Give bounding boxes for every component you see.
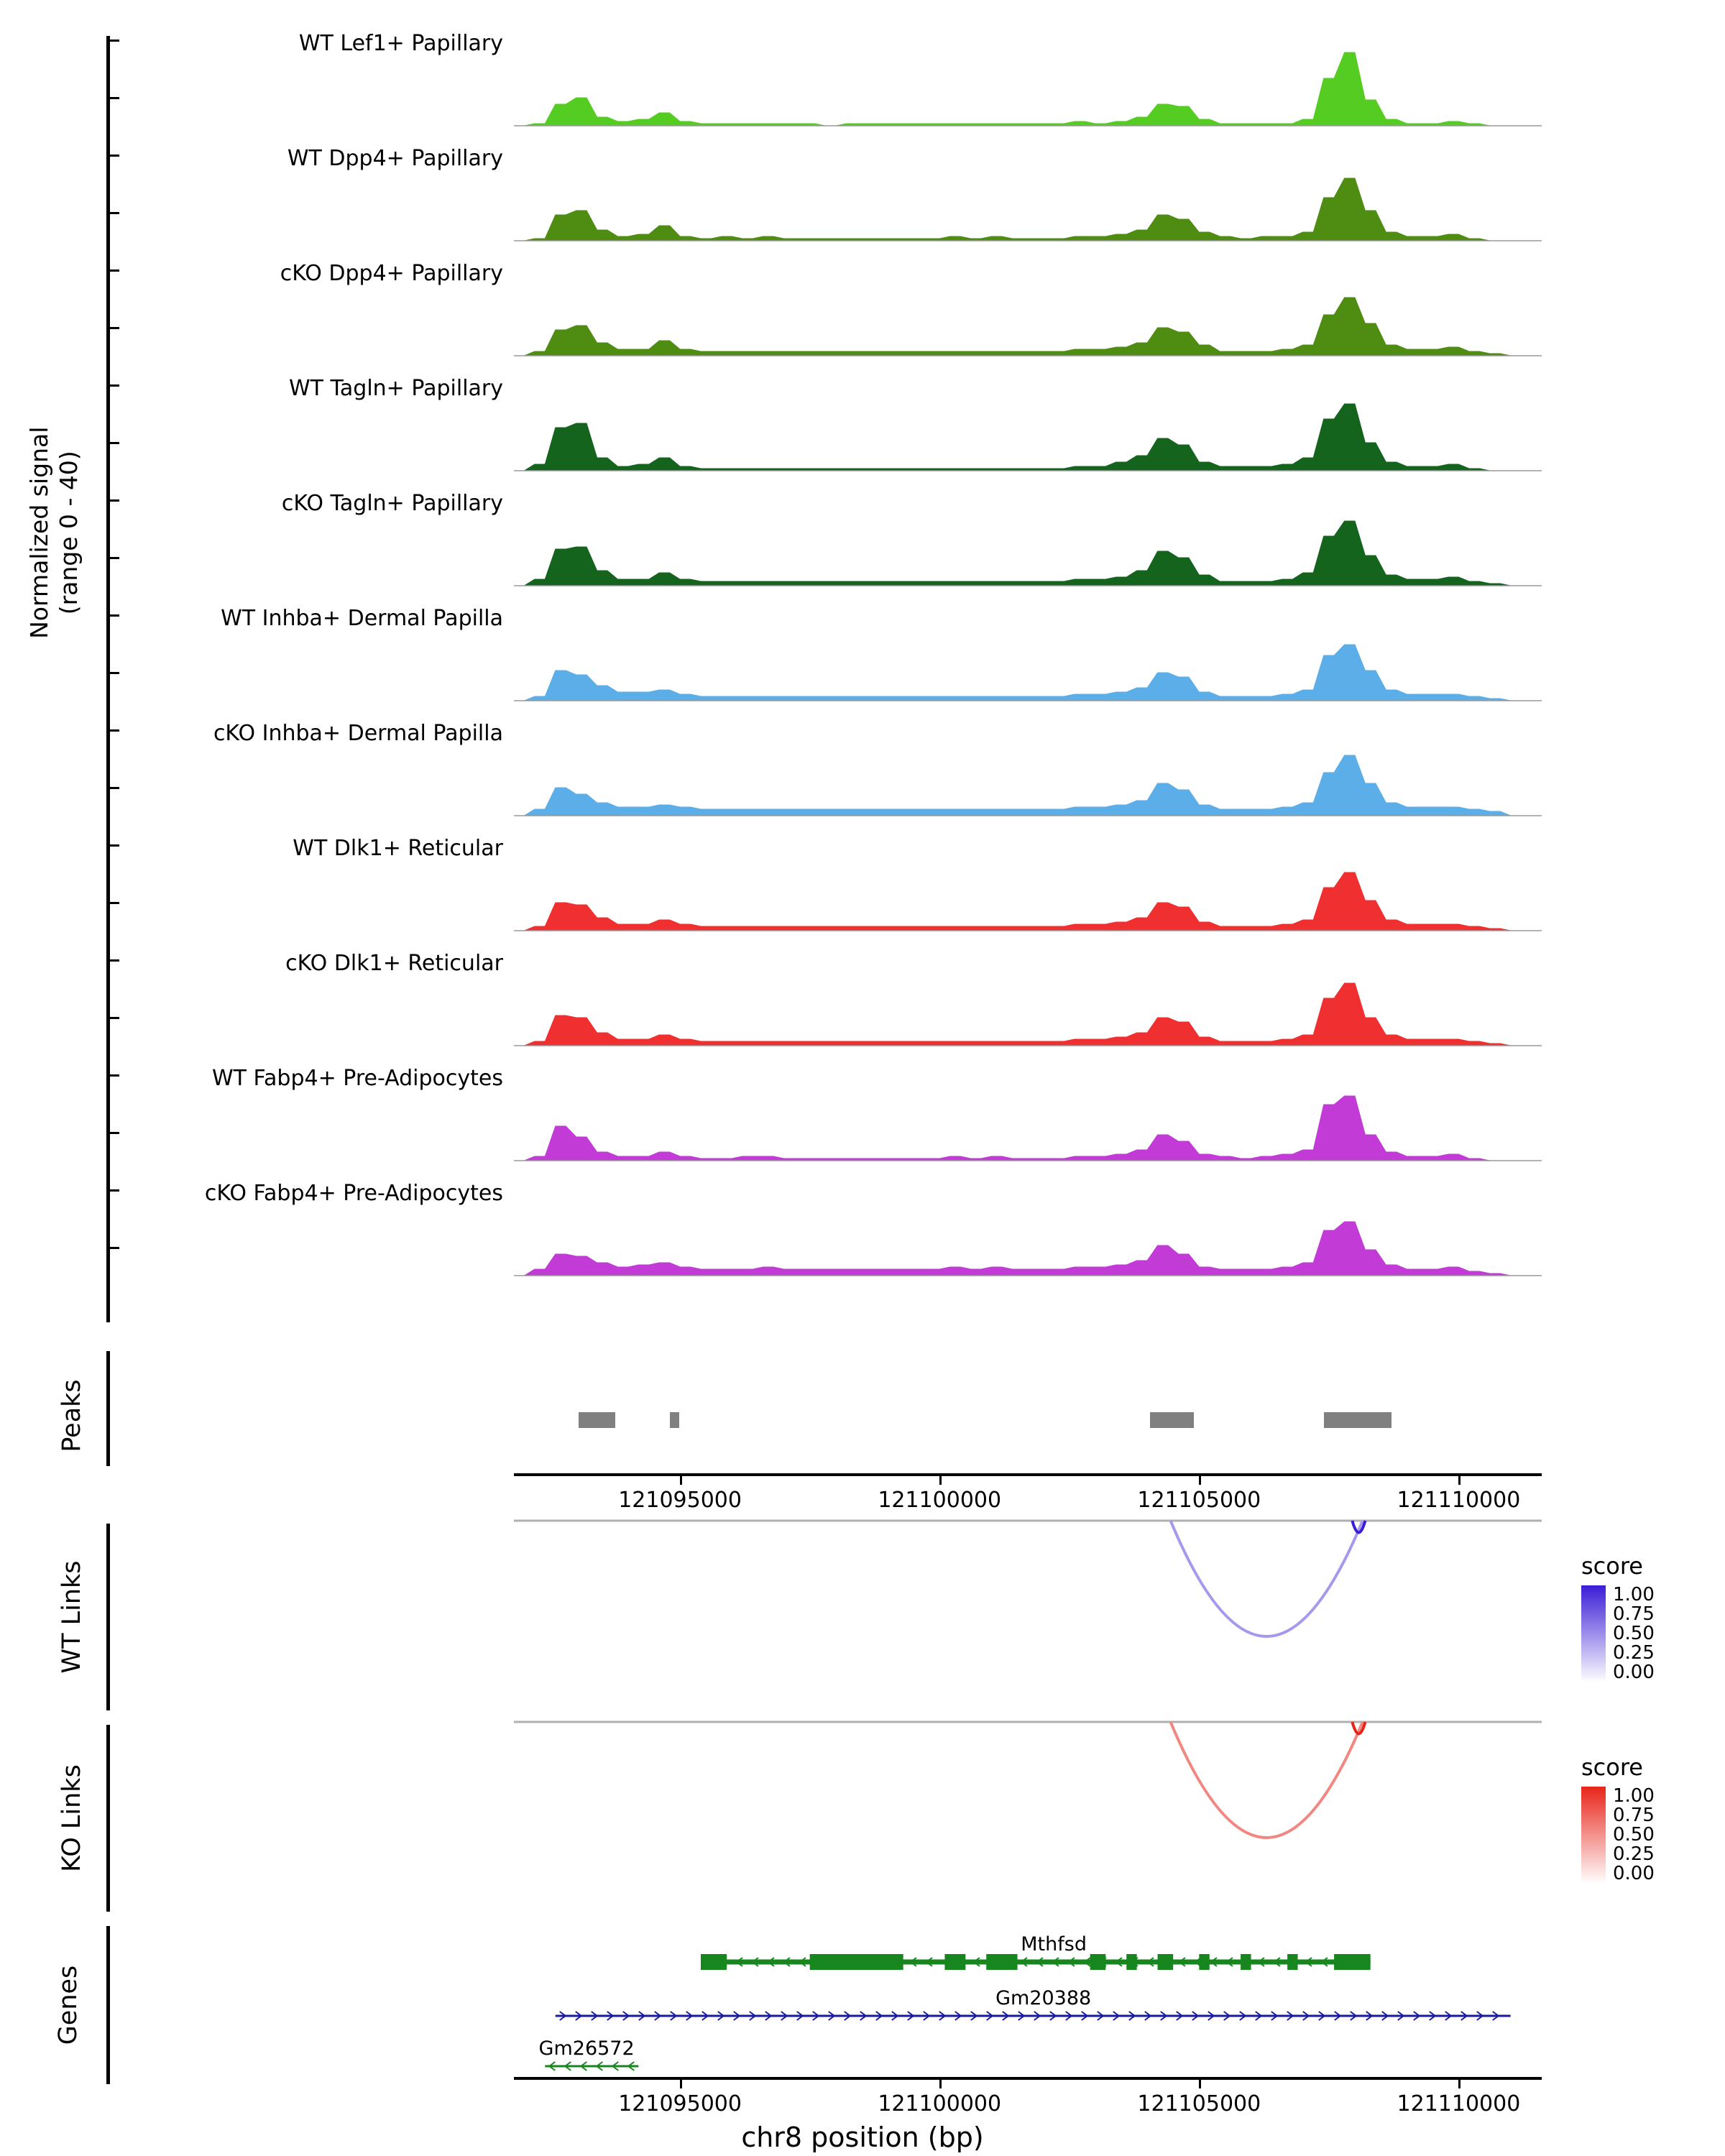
peak-region[interactable] (1150, 1412, 1194, 1428)
coverage-track (0, 1168, 1725, 1283)
coverage-track (0, 1053, 1725, 1168)
bp-axis-line-bottom (514, 2077, 1542, 2080)
legend-tick-label: 0.25 (1613, 1843, 1655, 1865)
coverage-track-label: WT Fabp4+ Pre-Adipocytes (212, 1066, 503, 1091)
coverage-track-label: cKO Dlk1+ Reticular (285, 951, 503, 976)
gene-models (514, 1919, 1542, 2091)
coverage-track-label: WT Inhba+ Dermal Papilla (221, 606, 503, 631)
bp-axis-tick-label: 121095000 (618, 1488, 742, 1513)
coverage-area-plot (514, 18, 1542, 133)
wt-links-canvas (514, 1516, 1542, 1718)
coverage-area-plot (514, 1168, 1542, 1283)
bp-axis-tick (1199, 2080, 1201, 2088)
wt-links-panel (0, 1516, 1725, 1718)
peak-region[interactable] (1324, 1412, 1392, 1428)
legend-tick-label: 0.50 (1613, 1623, 1655, 1644)
legend-tick-labels (1613, 1585, 1655, 1682)
coverage-track (0, 938, 1725, 1053)
y-axis-title: Normalized signal (range 0 - 40) (24, 426, 83, 639)
legend-tick-label: 1.00 (1613, 1785, 1655, 1807)
ko-links-panel-label: KO Links (58, 1764, 86, 1872)
coverage-area-plot (514, 133, 1542, 248)
gene-exon[interactable] (986, 1954, 1017, 1970)
coverage-track (0, 18, 1725, 133)
bp-axis-tick-label: 121095000 (618, 2091, 742, 2116)
wt-links-panel-label: WT Links (58, 1560, 86, 1674)
bp-axis-tick (939, 1476, 942, 1485)
gene-label: Gm20388 (995, 1987, 1092, 2009)
coverage-area-plot (514, 478, 1542, 593)
coverage-track (0, 708, 1725, 823)
link-arc[interactable] (1171, 1521, 1363, 1636)
legend-tick-labels (1613, 1787, 1655, 1884)
legend-tick-label: 0.00 (1613, 1662, 1655, 1683)
wt-links-legend (1581, 1552, 1655, 1682)
coverage-area-plot (514, 1053, 1542, 1168)
x-axis-title: chr8 position (bp) (741, 2122, 984, 2153)
bp-axis-tick-label: 121110000 (1397, 1488, 1521, 1513)
genes-spine (106, 1926, 110, 2084)
coverage-track-label: WT Tagln+ Papillary (289, 376, 503, 401)
ko-links-spine (106, 1725, 110, 1912)
legend-tick-label: 0.75 (1613, 1603, 1655, 1625)
legend-tick-label: 0.00 (1613, 1863, 1655, 1884)
peaks-panel (0, 1344, 1725, 1473)
legend-title: score (1581, 1754, 1643, 1781)
coverage-area-plot (514, 593, 1542, 708)
bp-axis-tick (680, 1476, 682, 1485)
links-arc-plot (514, 1516, 1542, 1696)
coverage-area-plot (514, 248, 1542, 363)
wt-links-spine (106, 1524, 110, 1710)
genes-panel-label: Genes (54, 1965, 83, 2045)
coverage-track-label: WT Dlk1+ Reticular (293, 836, 503, 861)
peaks-spine (106, 1351, 110, 1466)
bp-axis-tick (1199, 1476, 1201, 1485)
bp-axis-tick (1458, 1476, 1460, 1485)
bp-axis-tick-label: 121100000 (878, 1488, 1002, 1513)
gene-exon[interactable] (1126, 1954, 1136, 1970)
legend-color-bar (1581, 1585, 1606, 1682)
genes-panel (0, 1919, 1725, 2091)
legend-color-bar (1581, 1787, 1606, 1884)
coverage-track (0, 823, 1725, 938)
gene-exon[interactable] (1241, 1954, 1251, 1970)
coverage-track-label: cKO Dpp4+ Papillary (280, 261, 503, 286)
bp-axis-tick-label: 121105000 (1137, 1488, 1261, 1513)
coverage-track (0, 478, 1725, 593)
coverage-track-label: cKO Inhba+ Dermal Papilla (213, 721, 503, 746)
ko-links-legend (1581, 1754, 1655, 1884)
coverage-area-plot (514, 938, 1542, 1053)
gene-label: Gm26572 (538, 2037, 635, 2060)
gene-exon[interactable] (1158, 1954, 1174, 1970)
peak-region[interactable] (579, 1412, 615, 1428)
coverage-track-label: WT Dpp4+ Papillary (287, 146, 503, 171)
gene-exon[interactable] (1334, 1954, 1371, 1970)
bp-axis-tick-label: 121105000 (1137, 2091, 1261, 2116)
legend-title: score (1581, 1552, 1643, 1580)
coverage-track-label: cKO Fabp4+ Pre-Adipocytes (204, 1181, 503, 1206)
bp-axis-bottom (0, 2077, 1725, 2156)
legend-tick-label: 1.00 (1613, 1584, 1655, 1606)
bp-axis-tick-label: 121110000 (1397, 2091, 1521, 2116)
gene-label: Mthfsd (1021, 1933, 1087, 1955)
coverage-area-plot (514, 823, 1542, 938)
ko-links-panel (0, 1718, 1725, 1919)
gene-exon[interactable] (1199, 1954, 1209, 1970)
coverage-area-plot (514, 363, 1542, 478)
bp-axis-line-top (514, 1473, 1542, 1476)
coverage-track (0, 248, 1725, 363)
genes-canvas (514, 1919, 1542, 2091)
gene-exon[interactable] (701, 1954, 727, 1970)
gene-exon[interactable] (1287, 1954, 1297, 1970)
link-arc[interactable] (1171, 1722, 1363, 1838)
bp-axis-tick (680, 2080, 682, 2088)
gene-exon[interactable] (944, 1954, 965, 1970)
coverage-track (0, 363, 1725, 478)
ko-links-canvas (514, 1718, 1542, 1919)
gene-exon[interactable] (1090, 1954, 1106, 1970)
legend-tick-label: 0.25 (1613, 1642, 1655, 1664)
links-arc-plot (514, 1718, 1542, 1897)
peaks-panel-label: Peaks (58, 1379, 86, 1452)
peak-region[interactable] (670, 1412, 679, 1428)
gene-exon[interactable] (810, 1954, 903, 1970)
coverage-track (0, 133, 1725, 248)
coverage-track-label: WT Lef1+ Papillary (298, 31, 503, 56)
bp-axis-tick (939, 2080, 942, 2088)
bp-axis-tick (1458, 2080, 1460, 2088)
coverage-area-plot (514, 708, 1542, 823)
legend-tick-label: 0.75 (1613, 1805, 1655, 1826)
legend-tick-label: 0.50 (1613, 1824, 1655, 1846)
bp-axis-tick-label: 121100000 (878, 2091, 1002, 2116)
coverage-track (0, 593, 1725, 708)
coverage-track-label: cKO Tagln+ Papillary (281, 491, 503, 516)
